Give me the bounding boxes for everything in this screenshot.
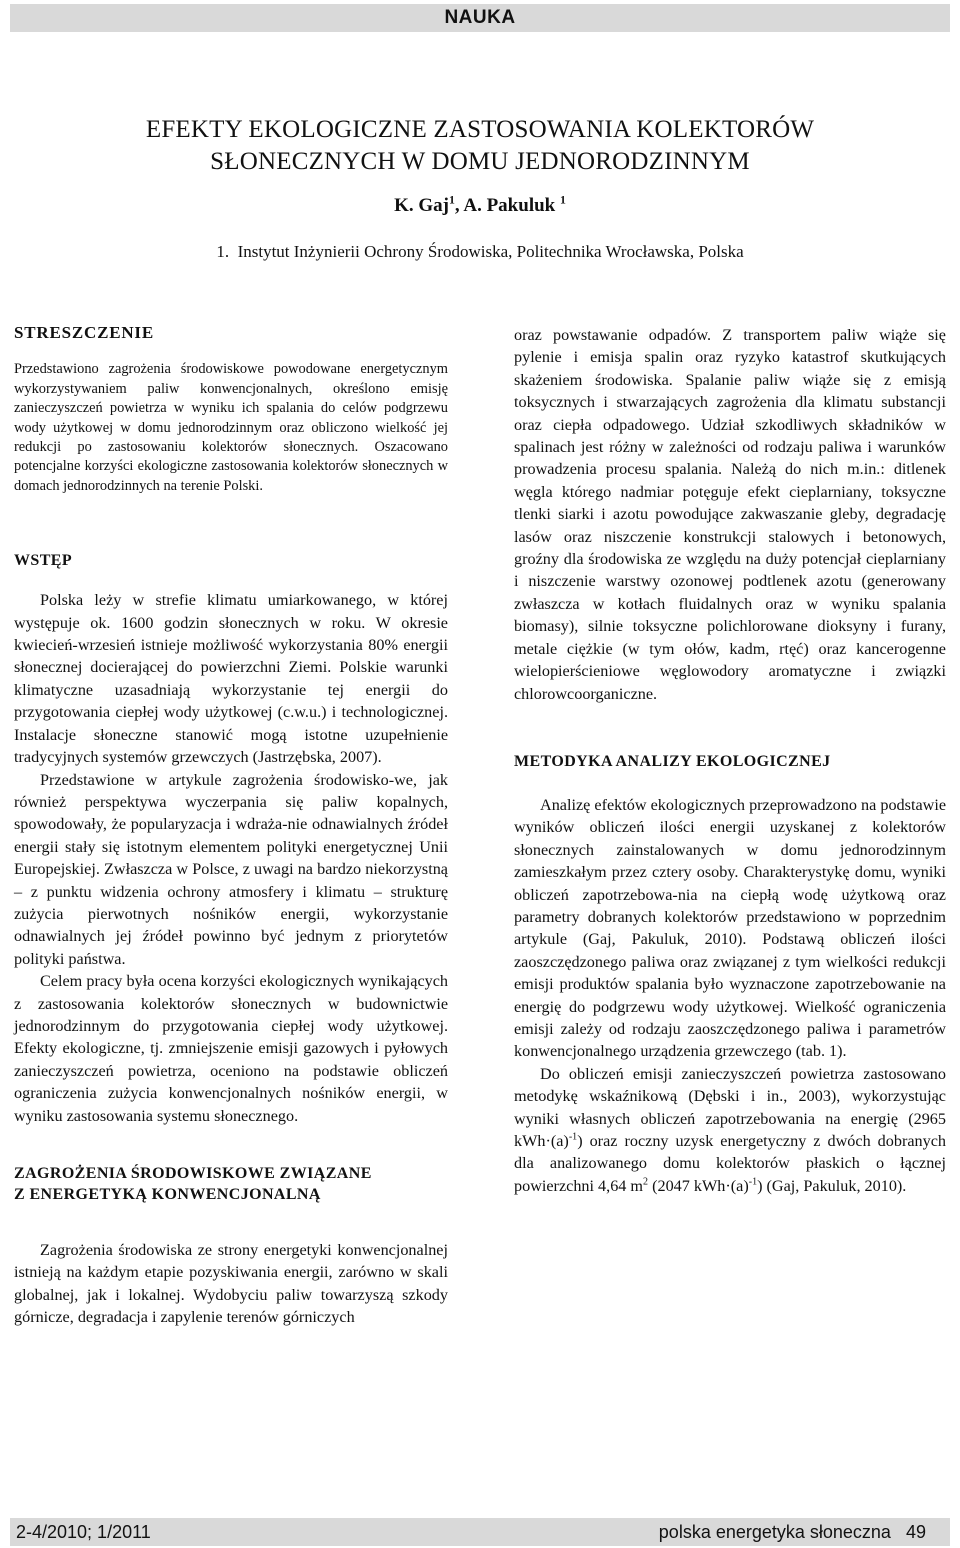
abstract-heading: STRESZCZENIE xyxy=(14,323,154,342)
authors xyxy=(0,194,960,218)
footer-page-number: 49 xyxy=(905,1522,926,1542)
threats-paragraph-1-continued: oraz powstawanie odpadów. Z transportem paliw wiąże się pylenie i emisja spalin oraz ryzyko katastrof skutkujących skażeniem środowiska. Spalanie paliw wiąże się z emisją toksycznych i stwarzających zagrożenia dla klimatu substancji oraz ciepła odpadowego. Udział szkodliwych składników w spalinach jest różny w zależności od rodzaju paliwa i warunków prowadzenia procesu spalania. Należą do nich m.in.: ditlenek węgla którego nadmiar potęguje efekt cieplarniany, toksyczne tlenki siarki i azotu powodujące zakwaszanie gleby, degradację lasów oraz niszczenie konstrukcji stalowych i betonowych, groźny dla środowiska ze względu na duży potencjał cieplarniany i niszczenie warstwy ozonowej podtlenek azotu (generowany zwłaszcza w kotłach fluidalnych oraz w wyniku spalania biomasy), silnie toksyczne polichlorowane dioksyny i furany, metale ciężkie (w tym ołów, kadm, rtęć) oraz kancerogenne wielopierścieniowe węglowodory aromatyczne i związki chlorowcoorganiczne. xyxy=(514,326,946,703)
author-1-affil: 1 xyxy=(449,193,455,207)
author-2-affil: 1 xyxy=(559,193,566,207)
threats-heading xyxy=(14,1163,448,1205)
left-column xyxy=(14,322,448,1329)
author-separator: , xyxy=(454,195,464,216)
abstract-text: Przedstawiono zagrożenia środowiskowe powodowane energetycznym wykorzystywaniem paliw konwencjonalnych, określono emisję zanieczyszczeń powietrza w wyniku ich spalania do celów podgrzewu wody użytkowej w domu jednorodzinnym oraz obliczono wielkość jej redukcji po zastosowaniu kolektorów słonecznych. Oszacowano potencjalne korzyści ekologiczne zastosowania kolektorów słonecznych w domach jednorodzinnych na terenie Polski. xyxy=(14,361,448,494)
method-p2-sup-3: -1 xyxy=(748,1176,758,1188)
method-p2-part-b: ) oraz roczny uzysk energetyczny z dwóch dobranych dla analizowanego domu kolektorów płaskich o łącznej powierzchni 4,64 m xyxy=(514,1132,946,1195)
article-title xyxy=(0,114,960,178)
intro-heading: WSTĘP xyxy=(14,552,73,570)
footer-journal-page xyxy=(659,1518,926,1546)
intro-paragraph-3: Celem pracy była ocena korzyści ekologicznych wynikających z zastosowania kolektorów słonecznych w budownictwie jednorodzinnym do przygotowania ciepłej wody użytkowej. Efekty ekologiczne, tj. zmniejszenie emisji gazowych i pyłowych zanieczyszczeń powietrza, oceniono na podstawie obliczeń ograniczenia zużycia konwencjonalnych nośników energii, w wyniku zastosowania systemu słonecznego. xyxy=(14,972,448,1125)
method-p2-part-d: ) (Gaj, Pakuluk, 2010). xyxy=(757,1176,907,1195)
affiliation-text: Instytut Inżynierii Ochrony Środowiska, Politechnika Wrocławska, Polska xyxy=(237,242,744,261)
threats-heading-line-1: ZAGROŻENIA ŚRODOWISKOWE ZWIĄZANE xyxy=(14,1165,372,1182)
threats-heading-line-2: Z ENERGETYKĄ KONWENCJONALNĄ xyxy=(14,1186,321,1203)
section-header-bar xyxy=(10,4,950,32)
method-p2-sup-1: -1 xyxy=(568,1131,578,1143)
method-p2-part-a: Do obliczeń emisji zanieczyszczeń powietrza zastosowano metodykę wskaźnikową (Dębski i in., 2003), wykorzystując wyniki własnych obliczeń zapotrzebowania na energię (2965 kWh·(a) xyxy=(514,1064,946,1150)
affiliation xyxy=(0,240,960,264)
intro-paragraph-1: Polska leży w strefie klimatu umiarkowanego, w której występuje ok. 1600 godzin słonecznych w roku. W okresie kwiecień-wrzesień istnieje możliwość wykorzystania 80% energii słonecznej docierającej do powierzchni Ziemi. Polskie warunki klimatyczne uzasadniają wykorzystanie tej energii do przygotowania ciepłej wody użytkowej (c.w.u.) i technologicznej. Instalacje słoneczne stanowić mogą istotne uzupełnienie tradycyjnych systemów grzewczych (Jastrzębska, 2007). xyxy=(14,591,448,767)
title-line-1: EFEKTY EKOLOGICZNE ZASTOSOWANIA KOLEKTORÓW xyxy=(145,116,815,143)
author-2: A. Pakuluk xyxy=(463,195,556,216)
section-label: NAUKA xyxy=(444,7,516,28)
method-paragraph-1: Analizę efektów ekologicznych przeprowadzono na podstawie wyników obliczeń ilości energii uzyskanej z kolektorów słonecznych zainstalowanych w domu jednorodzinnym zamieszkałym przez cztery osoby. Charakterystykę domu, wyniki obliczeń zapotrzebowa-nia na ciepłą wodę użytkową oraz parametry dobranych kolektorów przedstawiono w poprzednim artykule (Gaj, Pakuluk, 2010). Podstawą obliczeń ilości zaoszczędzonego paliwa oraz związanej z tym wielkości redukcji emisji produktów spalania było wyznaczone zapotrzebowanie na energię do podgrzewu wody użytkowej. Wielkość ograniczenia emisji zależy od rodzaju zaoszczędzonego paliwa i parametrów konwencjonalnego urządzenia grzewczego (tab. 1). xyxy=(514,795,946,1061)
page-footer-bar xyxy=(10,1518,950,1546)
method-paragraph-2 xyxy=(514,1063,946,1197)
method-p2-part-c: (2047 kWh·(a) xyxy=(648,1176,749,1195)
footer-issue: 2-4/2010; 1/2011 xyxy=(16,1522,151,1542)
author-1: K. Gaj xyxy=(394,195,450,216)
footer-journal: polska energetyka słoneczna xyxy=(658,1522,891,1542)
method-p2-sup-2: 2 xyxy=(643,1176,649,1188)
threats-paragraph-1: Zagrożenia środowiska ze strony energetyki konwencjonalnej istnieją na każdym etapie pozyskiwania energii, zarówno w skali globalnej, jak i lokalnej. Wydobyciu paliw towarzyszą szkody górnicze, degradacja i zapylenie terenów górniczych xyxy=(14,1241,448,1327)
method-heading: METODYKA ANALIZY EKOLOGICZNEJ xyxy=(514,752,831,770)
intro-paragraph-2: Przedstawione w artykule zagrożenia środowisko-we, jak również perspektywa wyczerpania się paliw kopalnych, spowodowały, że popularyzacja i wdraża-nie odnawialnych źródeł energii stały się istotnym elementem polityki energetycznej Unii Europejskiej. Zwłaszcza w Polsce, z uwagi na bardzo niekorzystną – z punktu widzenia ochrony atmosfery i klimatu – strukturę zużycia pierwotnych nośników energii, wykorzystanie odnawialnych jej źródeł powinno być jednym z priorytetów polityki państwa. xyxy=(14,770,448,968)
affiliation-number: 1. xyxy=(216,242,230,261)
title-line-2: SŁONECZNYCH W DOMU JEDNORODZINNYM xyxy=(210,148,750,175)
right-column xyxy=(514,324,946,1197)
